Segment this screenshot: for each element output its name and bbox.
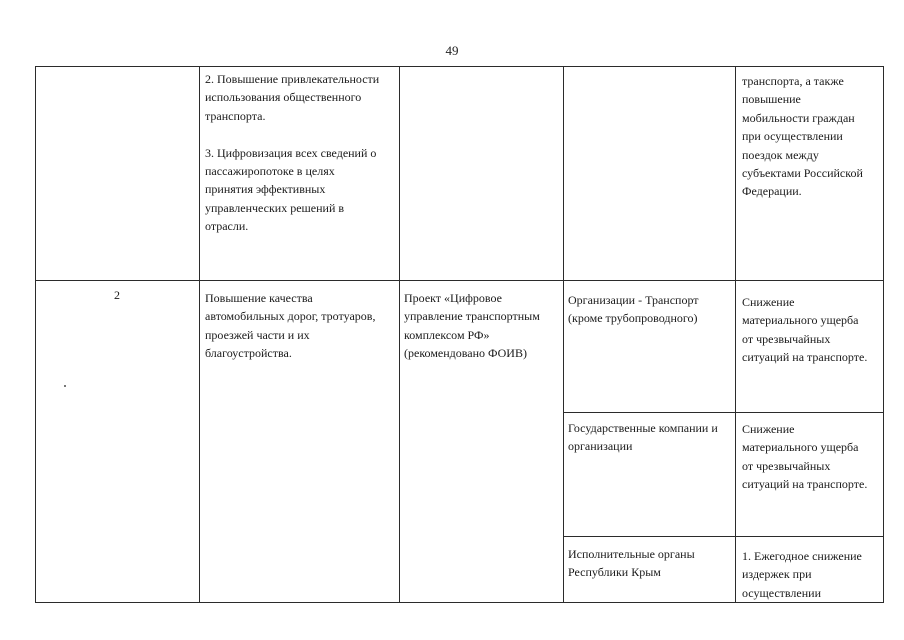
project-cell: Проект «Цифровое управление транспортным комплексом РФ» (рекомендовано ФОИВ)	[404, 291, 540, 361]
sub-row-divider	[563, 536, 884, 537]
row-number-cell: 2	[114, 288, 120, 302]
scan-speck	[64, 385, 66, 387]
effect-cell: 1. Ежегодное снижение издержек при осуществлении	[742, 549, 862, 600]
goal-cell: Повышение качества автомобильных дорог, тротуаров, проезжей части и их благоустройства.	[205, 291, 376, 361]
continued-effect-cell: транспорта, а также повышение мобильности граждан при осуществлении поездок между субъектами Российской Федерации.	[742, 74, 863, 199]
continued-goals-cell: 2. Повышение привлекательности использования общественного транспорта. 3. Цифровизация всех сведений о пассажиропотоке в целях принятия эффективных управленческих решений в отрасли.	[205, 72, 380, 234]
table-top-border	[35, 66, 884, 67]
column-divider	[399, 66, 400, 603]
sub-row-divider	[563, 412, 884, 413]
column-divider	[735, 66, 736, 603]
column-divider	[563, 66, 564, 603]
page-number: 49	[445, 43, 459, 58]
effect-cell: Снижение материального ущерба от чрезвычайных ситуаций на транспорте.	[742, 422, 868, 492]
organization-cell: Государственные компании и организации	[568, 421, 718, 454]
organization-cell: Исполнительные органы Республики Крым	[568, 547, 695, 580]
table-left-border	[35, 66, 36, 603]
table-right-border	[883, 66, 884, 603]
organization-cell: Организации - Транспорт (кроме трубопроводного)	[568, 293, 699, 326]
column-divider	[199, 66, 200, 603]
row-divider	[35, 280, 884, 281]
effect-cell: Снижение материального ущерба от чрезвычайных ситуаций на транспорте.	[742, 295, 868, 365]
